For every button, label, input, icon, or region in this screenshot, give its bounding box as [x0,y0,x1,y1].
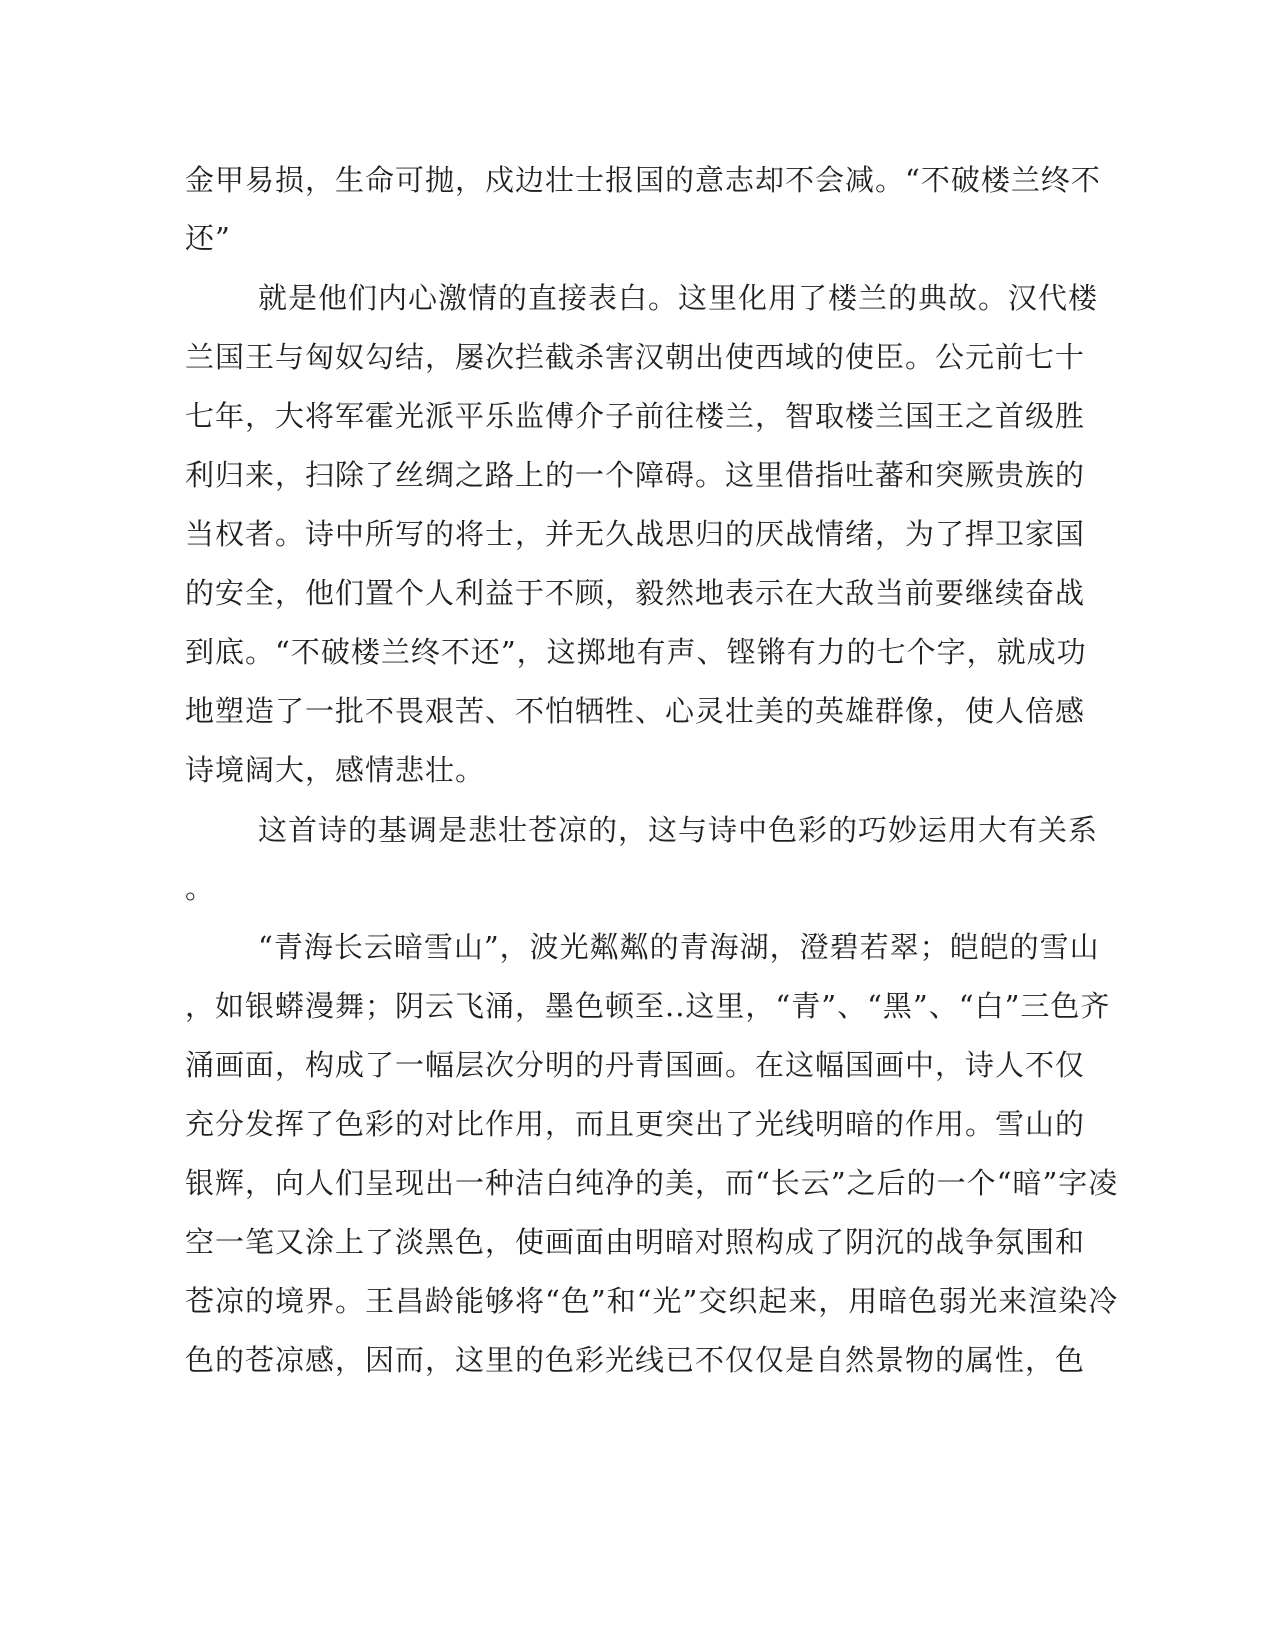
text-line-9: 到底。“不破楼兰终不还”，这掷地有声、铿锵有力的七个字，就成功 [185,635,1087,669]
text-line-6: 利归来，扫除了丝绸之路上的一个障碍。这里借指吐蕃和突厥贵族的 [185,458,1086,492]
text-line-19: 空一笔又涂上了淡黑色，使画面由明暗对照构成了阴沉的战争氛围和 [185,1225,1086,1259]
text-line-18: 银辉，向人们呈现出一种洁白纯净的美，而“长云”之后的一个“暗”字凌 [185,1166,1119,1200]
text-line-4: 兰国王与匈奴勾结，屡次拦截杀害汉朝出使西域的使臣。公元前七十 [185,340,1086,374]
text-line-1: 金甲易损，生命可抛，戍边壮士报国的意志却不会减。“不破楼兰终不 [185,163,1101,197]
text-line-13: 。 [185,871,216,905]
text-line-3: 就是他们内心激情的直接表白。这里化用了楼兰的典故。汉代楼 [258,281,1099,315]
text-line-17: 充分发挥了色彩的对比作用，而且更突出了光线明暗的作用。雪山的 [185,1107,1086,1141]
text-line-2: 还” [185,221,231,255]
text-line-15: ，如银蟒漫舞；阴云飞涌，墨色顿至..这里，“青”、“黑”、“白”三色齐 [185,989,1111,1023]
text-line-11: 诗境阔大，感情悲壮。 [185,753,486,787]
text-line-21: 色的苍凉感，因而，这里的色彩光线已不仅仅是自然景物的属性，色 [185,1343,1086,1377]
text-line-10: 地塑造了一批不畏艰苦、不怕牺牲、心灵壮美的英雄群像，使人倍感 [185,694,1086,728]
text-line-5: 七年，大将军霍光派平乐监傅介子前往楼兰，智取楼兰国王之首级胜 [185,399,1086,433]
text-line-20: 苍凉的境界。王昌龄能够将“色”和“光”交织起来，用暗色弱光来渲染冷 [185,1284,1119,1318]
text-line-14: “青海长云暗雪山”，波光粼粼的青海湖，澄碧若翠；皑皑的雪山 [258,930,1100,964]
text-line-8: 的安全，他们置个人利益于不顾，毅然地表示在大敌当前要继续奋战 [185,576,1086,610]
text-line-7: 当权者。诗中所写的将士，并无久战思归的厌战情绪，为了捍卫家国 [185,517,1086,551]
text-line-12: 这首诗的基调是悲壮苍凉的，这与诗中色彩的巧妙运用大有关系 [258,813,1099,847]
text-line-16: 涌画面，构成了一幅层次分明的丹青国画。在这幅国画中，诗人不仅 [185,1048,1086,1082]
